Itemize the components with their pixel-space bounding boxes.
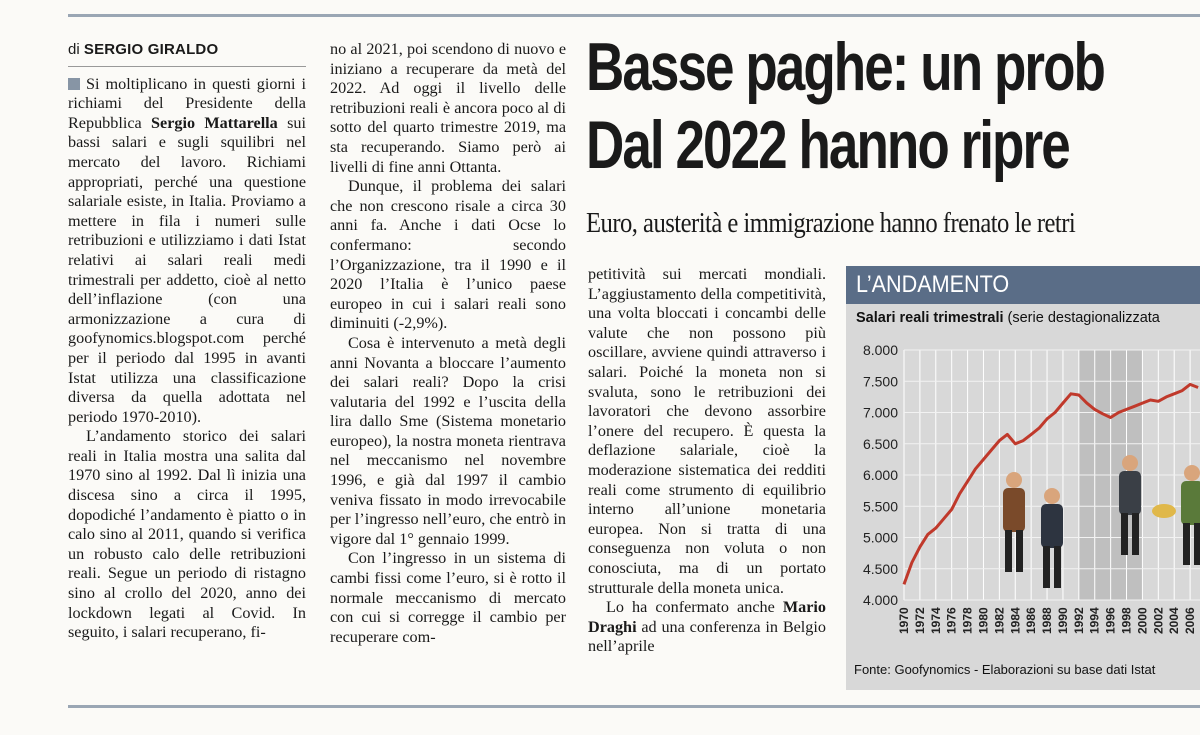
- coin-icon: [1152, 504, 1176, 518]
- series-line: [904, 384, 1198, 584]
- article-column-1: [68, 40, 306, 643]
- paragraph: L’andamento storico dei salari reali in Italia mostra una salita dal 1970 sino al 1992. Dal lì inizia una discesa sino a circa il 1995, dopodiché l’andamento è piatto o in calo sino al 2011, quando si verifica un robusto calo delle retribuzioni reali. Segue un periodo di ristagno sino al crollo del 2020, anno dei lockdown legati al Covid. In seguito, i salari recuperano, fi-: [68, 427, 306, 642]
- paragraph: Si moltiplicano in questi giorni i richiami del Presidente della Repubblica Sergio Mattarella sui bassi salari e sugli squilibri nel mercato del lavoro. Richiami appropriati, perché una questione salariale esiste, in Italia. Proviamo a mettere in fila i numeri sulle retribuzioni e utilizziamo i dati Istat relativi ai salari reali medi trimestrali per addetto, cioè al netto dell’inflazione (con una armonizzazione a cura di goofynomics.blogspot.com perché per il periodo dal 1995 in avanti Istat utilizza una classificazione diversa da quella adottata nel periodo 1970-2010).: [68, 74, 306, 426]
- x-tick-label: 1970: [897, 607, 911, 634]
- worker-figure-icon: [1194, 523, 1200, 565]
- worker-figure-icon: [1003, 488, 1025, 532]
- square-bullet-icon: [68, 78, 80, 90]
- x-tick-label: 2002: [1151, 607, 1166, 634]
- y-tick-label: 8.000: [862, 342, 898, 358]
- headline: [586, 28, 1105, 184]
- paragraph: no al 2021, poi scendono di nuovo e iniziano a recuperare da metà del 2022. Ad oggi il livello delle retribuzioni reali è ancora poco al di sotto del quarto trimestre 2019, ma sta recuperando. Siamo però ai livelli di fine anni Ottanta.: [330, 40, 566, 176]
- x-tick-label: 1982: [992, 607, 1007, 634]
- x-tick-label: 2000: [1135, 607, 1150, 634]
- worker-figure-icon: [1122, 455, 1138, 471]
- x-tick-label: 1988: [1040, 607, 1055, 634]
- paragraph: Cosa è intervenuto a metà degli anni Novanta a bloccare l’aumento dei salari reali? Dopo la crisi valutaria del 1992 e l’uscita della lira dallo Sme (Sistema monetario europeo), la nostra moneta rientrava nel meccanismo nel novembre 1996, e già dal 1997 il cambio veniva fissato in modo irrevocabile per l’ingresso nell’euro, che entrò in vigore dal 1° gennaio 1999.: [330, 333, 566, 548]
- chart-source: Fonte: Goofynomics - Elaborazioni su base dati Istat: [854, 662, 1156, 677]
- x-tick-label: 1972: [912, 607, 927, 634]
- y-tick-label: 7.500: [862, 373, 898, 390]
- headline-line-2: Dal 2022 hanno ripre: [586, 107, 1069, 183]
- worker-figure-icon: [1043, 546, 1050, 588]
- article-column-2: [330, 40, 566, 647]
- worker-figure-icon: [1132, 513, 1139, 555]
- worker-figure-icon: [1006, 472, 1022, 488]
- worker-figure-icon: [1184, 465, 1200, 481]
- top-rule: [68, 14, 1200, 17]
- x-tick-label: 1996: [1103, 607, 1118, 634]
- x-tick-label: 1976: [944, 607, 959, 634]
- worker-figure-icon: [1044, 488, 1060, 504]
- worker-figure-icon: [1121, 513, 1128, 555]
- x-tick-label: 1998: [1119, 607, 1134, 634]
- paragraph: Con l’ingresso in un sistema di cambi fissi come l’euro, si è rotto il normale meccanismo di mercato con cui si corregge il cambio per recuperare com-: [330, 549, 566, 646]
- worker-figure-icon: [1005, 530, 1012, 572]
- paragraph: Dunque, il problema dei salari che non crescono risale a circa 30 anni fa. Anche i dati Ocse lo confermano: secondo l’Organizzazione, tra il 1990 e il 2020 l’Italia è l’unico paese europeo in cui i salari reali sono diminuiti (-2,9%).: [330, 177, 566, 333]
- worker-figure-icon: [1016, 530, 1023, 572]
- salary-chart: [846, 266, 1200, 690]
- name-draghi: Mario Draghi: [588, 598, 826, 636]
- x-tick-label: 1994: [1087, 607, 1102, 634]
- y-tick-label: 5.000: [862, 529, 898, 546]
- x-tick-label: 2004: [1167, 607, 1182, 634]
- x-tick-label: 1990: [1055, 607, 1070, 634]
- worker-figure-icon: [1181, 481, 1200, 525]
- y-tick-label: 7.000: [862, 404, 898, 421]
- worker-figure-icon: [1054, 546, 1061, 588]
- worker-figure-icon: [1183, 523, 1190, 565]
- x-tick-label: 1974: [928, 607, 943, 634]
- x-tick-label: 1980: [976, 607, 991, 634]
- subheadline: Euro, austerità e immigrazione hanno frenato le retri: [586, 208, 1076, 239]
- y-tick-label: 6.500: [862, 435, 898, 452]
- chart-panel: [846, 266, 1200, 690]
- chart-subtitle: Salari reali trimestrali (serie destagionalizzata: [856, 310, 1160, 326]
- x-tick-label: 1984: [1008, 607, 1023, 634]
- paragraph: petitività sui mercati mondiali. L’aggiustamento della competitività, una volta bloccati i concambi delle valute che non possono più oscillare, avviene quindi attraverso i salari. Poiché la moneta non si svaluta, sono le retribuzioni dei lavoratori che devono assorbire l’onere del recupero. È questa la deflazione salariale, cioè la moderazione sistematica dei redditi reali come strumento di equilibrio interno all’unione monetaria europea. Non si tratta di una conseguenza non voluta o non conosciuta, ma di un portato strutturale della moneta unica.: [588, 265, 826, 597]
- y-tick-label: 4.000: [862, 592, 898, 608]
- x-tick-label: 1978: [960, 607, 975, 634]
- byline-author: SERGIO GIRALDO: [83, 41, 219, 58]
- y-tick-label: 5.500: [862, 498, 898, 515]
- x-tick-label: 2006: [1183, 607, 1198, 634]
- bottom-rule: [68, 705, 1200, 708]
- x-tick-label: 1986: [1024, 607, 1039, 634]
- byline: [68, 40, 306, 67]
- name-mattarella: Sergio Mattarella: [151, 113, 278, 132]
- headline-line-1: Basse paghe: un prob: [586, 29, 1105, 105]
- byline-prefix: di: [68, 41, 80, 58]
- worker-figure-icon: [1041, 504, 1063, 548]
- x-tick-label: 1992: [1071, 607, 1086, 634]
- chart-header: L’ANDAMENTO: [846, 266, 1200, 304]
- y-tick-label: 4.500: [862, 560, 898, 577]
- article-column-3: [588, 265, 826, 657]
- worker-figure-icon: [1119, 471, 1141, 515]
- paragraph: Lo ha confermato anche Mario Draghi ad una conferenza in Belgio nell’aprile: [588, 598, 826, 656]
- y-tick-label: 6.000: [862, 467, 898, 483]
